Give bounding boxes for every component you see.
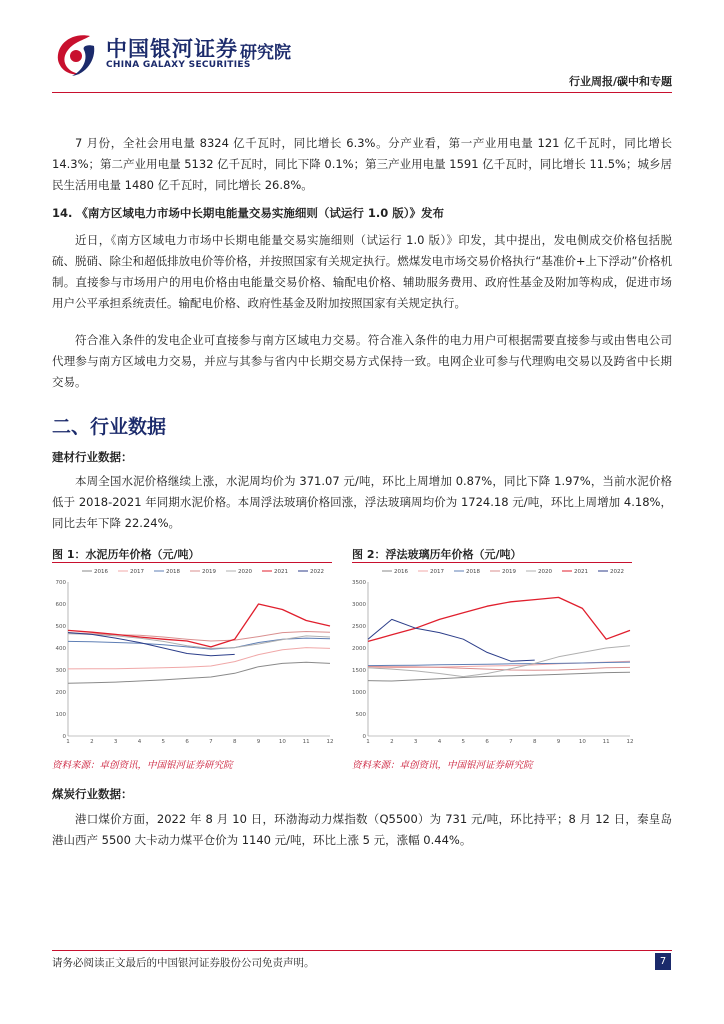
institute-label: 研究院 [240,43,291,63]
page-header [0,0,724,100]
legend-label: 2018 [466,569,480,575]
x-tick-label: 8 [232,739,237,745]
y-tick-label: 200 [55,690,66,696]
report-type: 行业周报/碳中和专题 [568,75,672,88]
y-tick-label: 600 [55,602,66,608]
legend-label: 2016 [94,569,108,575]
y-tick-label: 300 [55,668,66,674]
y-tick-label: 3000 [352,602,366,608]
y-tick-label: 0 [62,734,66,740]
power-usage-paragraph: 7 月份，全社会用电量 8324 亿千瓦时，同比增长 6.3%。分产业看，第一产业用电量 121 亿千瓦时，同比增长 14.3%；第二产业用电量 5132 亿千瓦时，同比下降 0.1%；第三产业用电量 1591 亿千瓦时，同比增长 11.5%；城乡居民生活用电量 1480 亿千瓦时，同比增长 26.8%。 [52,136,672,192]
series-line-2019 [68,632,330,642]
float-glass-price-chart [350,564,634,754]
legend-label: 2020 [538,569,552,575]
figure-2-title: 图 2：浮法玻璃历年价格（元/吨） [352,548,522,561]
item-14-heading: 14. 《南方区域电力市场中长期电能量交易实施细则（试运行 1.0 版）》发布 [52,206,445,220]
footer-disclaimer: 请务必阅读正文最后的中国银河证券股份公司免责声明。 [52,957,315,969]
x-tick-label: 11 [302,739,310,745]
series-line-2021 [368,597,630,641]
legend-label: 2019 [502,569,516,575]
x-tick-label: 10 [578,739,586,745]
legend-label: 2022 [610,569,624,575]
legend-label: 2021 [574,569,588,575]
figure-1-source: 资料来源：卓创资讯，中国银河证券研究院 [52,760,233,771]
y-tick-label: 400 [55,646,66,652]
series-line-2018 [368,662,630,666]
y-tick-label: 700 [55,580,66,586]
x-tick-label: 9 [556,739,561,745]
coal-heading: 煤炭行业数据： [52,787,133,801]
legend-label: 2016 [394,569,408,575]
x-tick-label: 5 [161,739,166,745]
header-divider [52,92,672,93]
x-tick-label: 12 [326,739,334,745]
y-tick-label: 2500 [352,624,366,630]
y-tick-label: 0 [362,734,366,740]
series-line-2020 [368,646,630,677]
legend-label: 2022 [310,569,324,575]
item-14-paragraph-1: 近日，《南方区域电力市场中长期电能量交易实施细则（试运行 1.0 版）》印发，其中提出，发电侧成交价格包括脱硫、脱硝、除尘和超低排放电价等价格，并按照国家有关规定执行。燃煤发电市场交易价格执行“基准价+上下浮动”价格机制。直接参与市场用户的用电价格由电能量交易价格、输配电价格、辅助服务费用、政府性基金及附加等构成，促进市场用户公平承担系统责任。输配电价格、政府性基金及附加按照国家有关规定执行。 [52,233,672,310]
series-line-2016 [368,672,630,681]
x-tick-label: 7 [209,739,213,745]
cement-price-chart [50,564,334,754]
x-tick-label: 3 [113,739,118,745]
building-materials-paragraph: 本周全国水泥价格继续上涨，水泥周均价为 371.07 元/吨，环比上周增加 0.87%，同比下降 1.97%，当前水泥价格低于 2018-2021 年同期水泥价格。本周浮法玻璃价格回涨，浮法玻璃周均价为 1724.18 元/吨，环比上周增加 4.18%，同比去年下降 22.24%。 [52,474,672,530]
y-tick-label: 500 [55,624,66,630]
float-glass-price-chart-svg [350,564,634,754]
y-tick-label: 1500 [352,668,366,674]
x-tick-label: 5 [461,739,466,745]
x-tick-label: 11 [602,739,610,745]
y-tick-label: 500 [355,712,366,718]
building-materials-heading: 建材行业数据： [52,450,133,464]
figure-2-source: 资料来源：卓创资讯，中国银河证券研究院 [352,760,533,771]
x-tick-label: 6 [185,739,189,745]
item-14-paragraph-2: 符合准入条件的发电企业可直接参与南方区域电力交易。符合准入条件的电力用户可根据需要直接参与或由售电公司代理参与南方区域电力交易，并应与其参与省内中长期交易方式保持一致。电网企业可参与代理购电交易以及跨省中长期交易。 [52,333,672,389]
figure-2-divider [352,562,632,563]
x-tick-label: 2 [90,739,94,745]
y-tick-label: 2000 [352,646,366,652]
brand-name-en: CHINA GALAXY SECURITIES [106,60,251,70]
series-line-2022 [368,619,535,661]
coal-paragraph: 港口煤价方面，2022 年 8 月 10 日，环渤海动力煤指数（Q5500）为 731 元/吨，环比持平；8 月 12 日，秦皇岛港山西产 5500 大卡动力煤平仓价为 1140 元/吨，环比上涨 5 元，涨幅 0.44%。 [52,812,672,847]
y-tick-label: 1000 [352,690,366,696]
x-tick-label: 1 [366,739,370,745]
legend-label: 2020 [238,569,252,575]
y-tick-label: 3500 [352,580,366,586]
legend-label: 2017 [430,569,444,575]
x-tick-label: 4 [437,739,442,745]
x-tick-label: 4 [137,739,142,745]
galaxy-logo-icon [50,30,100,80]
x-tick-label: 3 [413,739,418,745]
figure-1-title: 图 1：水泥历年价格（元/吨） [52,548,200,561]
series-line-2019 [368,667,630,671]
x-tick-label: 10 [278,739,286,745]
y-tick-label: 100 [55,712,66,718]
legend-label: 2018 [166,569,180,575]
series-line-2017 [68,648,330,669]
x-tick-label: 1 [66,739,70,745]
series-line-2016 [68,662,330,683]
x-tick-label: 12 [626,739,634,745]
figure-1-divider [52,562,332,563]
brand-name-cn: 中国银河证券 [106,37,238,61]
legend-label: 2019 [202,569,216,575]
page-number: 7 [655,953,671,970]
legend-label: 2021 [274,569,288,575]
x-tick-label: 6 [485,739,489,745]
x-tick-label: 7 [509,739,513,745]
legend-label: 2017 [130,569,144,575]
footer-divider [52,950,672,951]
series-line-2020 [68,634,330,649]
x-tick-label: 2 [390,739,394,745]
cement-price-chart-svg [50,564,334,754]
x-tick-label: 8 [532,739,537,745]
x-tick-label: 9 [256,739,261,745]
section-title: 二、行业数据 [52,416,167,438]
